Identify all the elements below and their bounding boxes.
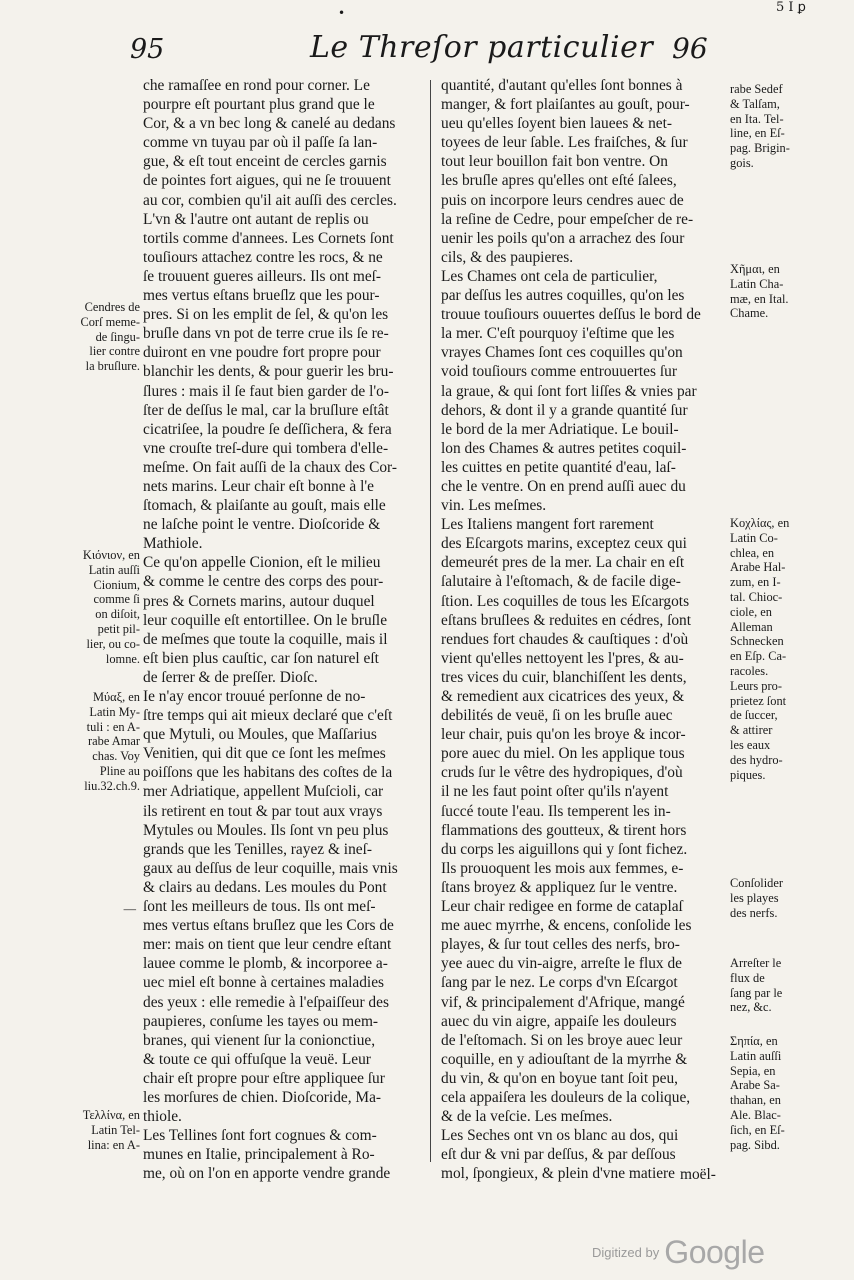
text-line: des Eſcargots marins, exceptez ceux qui: [441, 535, 687, 553]
text-line: du corps les aiguillons qui y ſont fichez.: [441, 840, 688, 858]
text-line: pres. Si on les emplit de ſel, & qu'on les: [143, 306, 389, 324]
text-line: il ne les faut point oſter qu'ils n'ayent: [441, 783, 669, 801]
catchword: moël-: [680, 1166, 716, 1183]
text-line: puis on incorpore leurs cendres auec de: [441, 191, 684, 209]
note-line: Chame.: [730, 306, 769, 321]
note-line: Χῆμαι, en: [730, 262, 780, 276]
text-line: chair eſt propre pour eſtre appliquee ſur: [143, 1069, 385, 1087]
text-line: Ie n'ay encor trouué perſonne de no-: [143, 688, 366, 705]
note-line: Arreſter le: [730, 956, 782, 970]
text-line: cicatriſee, la poudre ſe deſſichera, & fera: [143, 420, 392, 438]
text-line: void touſiours comme entrouuertes ſur: [441, 363, 677, 381]
text-line: ſont les meilleurs de tous. Ils ont meſ-: [143, 898, 376, 916]
text-line: Les Seches ont vn os blanc au dos, qui: [441, 1127, 679, 1145]
text-line: uenir les poils qu'on a arrachez des ſour: [441, 229, 685, 247]
note-line: Schnecken: [730, 634, 784, 649]
text-line: au cor, combien qu'il ait auſſi des cercles.: [143, 191, 397, 209]
text-line: rendues fort chaudes & cauſtiques : d'où: [441, 630, 689, 648]
text-line: che ramaſſee en rond pour corner. Le: [143, 77, 370, 94]
text-line: mer: mais on tient que leur cendre eſtant: [143, 936, 392, 954]
note-line: chas. Voy: [92, 749, 140, 764]
text-line: ſlures : mais il ſe faut bien garder de l'o-: [143, 382, 389, 400]
left-note-3: [68, 690, 140, 794]
text-line: du vin, & qu'on en boyue tant ſoit peu,: [441, 1069, 679, 1087]
text-line: cruds ſur le vêtre des hydropiques, d'où: [441, 764, 683, 782]
text-line: les morſures de chien. Dioſcoride, Ma-: [143, 1088, 382, 1106]
text-line: comme vn tuyau par où il paſſe ſa lan-: [143, 134, 378, 152]
text-line: leur chair, puis qu'on les broye & incor-: [441, 726, 686, 744]
text-line: Les Italiens mangent fort rarement: [441, 516, 654, 534]
note-line: piques.: [730, 767, 766, 782]
text-line: toyees de leur ſable. Les fraiſches, & ſur: [441, 134, 688, 152]
note-line: petit pil-: [97, 621, 140, 636]
text-line: ſtre temps qui ait mieux declaré que c'eſt: [143, 707, 393, 725]
text-line: Ils prouoquent les mois aux femmes, e-: [441, 859, 684, 877]
note-line: comme ſi: [93, 592, 140, 607]
note-line: Latin Tel-: [91, 1122, 140, 1137]
note-line: ſang par le: [730, 985, 783, 1000]
text-line: de ſerrer & de preſſer. Dioſc.: [143, 668, 318, 686]
text-line: coquille, en y adiouſtant de la myrrhe &: [441, 1050, 688, 1068]
page-number-right: 96: [672, 32, 708, 65]
column-divider: [430, 80, 431, 1162]
note-line: on diſoit,: [95, 607, 140, 622]
right-note-1: [730, 82, 842, 171]
left-note-2: [68, 548, 140, 666]
note-line: Latin Co-: [730, 530, 778, 545]
text-line: de l'eſtomach. Si on les broye auec leur: [441, 1031, 683, 1049]
page-title: Le Threſor particulier: [310, 30, 654, 65]
note-line: Pline au: [99, 763, 140, 778]
text-line: branes, qui vienent ſur la conionctiue,: [143, 1031, 376, 1049]
note-line: Latin auſſi: [88, 562, 140, 577]
text-line: la graue, & qui ſont fort liſſes & vnies par: [441, 382, 697, 400]
text-line: touſiours attachez contre les rocs, & ne: [143, 248, 383, 266]
note-line: de ſuccer,: [730, 708, 778, 723]
watermark-prefix: Digitized by: [592, 1245, 660, 1260]
right-note-5: [730, 956, 842, 1015]
google-logo: Google: [664, 1234, 765, 1270]
text-line: leur coquille eſt entortillee. On le bruſle: [143, 611, 388, 629]
text-line: me auec myrrhe, & encens, conſolide les: [441, 917, 692, 935]
text-line: gue, & eſt tout enceint de cercles garnis: [143, 153, 387, 171]
text-line: & de la veſcie. Les meſmes.: [441, 1108, 613, 1126]
note-line: tuli : en A-: [86, 719, 140, 734]
note-line: rabe Amar: [88, 734, 140, 749]
note-line: ciole, en: [730, 604, 772, 619]
note-line: Cendres de: [84, 300, 140, 314]
text-line: cela appaiſera les douleurs de la colique,: [441, 1088, 691, 1106]
text-line: ſtomach, & plaiſante au gouſt, mais elle: [143, 497, 386, 515]
text-line: & remedient aux cicatrices des yeux, &: [441, 688, 685, 705]
text-line: grands que les Tenilles, rayez & ineſ-: [143, 840, 372, 858]
text-line: ſang par le nez. Le corps d'vn Eſcargot: [441, 974, 678, 992]
text-line: Mathiole.: [143, 535, 203, 553]
note-line: Alleman: [730, 619, 773, 634]
text-line: mes vertus eſtans bruſlez que les Cors de: [143, 917, 394, 935]
note-line: chlea, en: [730, 545, 775, 560]
text-line: uec miel eſt bonne à certaines maladies: [143, 974, 385, 992]
note-line: Conſolider: [730, 876, 783, 890]
top-mark: •: [338, 6, 346, 20]
text-line: ueu qu'elles ſoyent bien lauees & net-: [441, 115, 672, 133]
note-line: des hydro-: [730, 752, 783, 767]
note-line: de ſingu-: [95, 329, 140, 344]
note-line: Leurs pro-: [730, 678, 782, 693]
text-line: mer Adriatique, appellent Muſcioli, car: [143, 783, 384, 801]
left-note-5: [68, 1108, 140, 1152]
note-line: les eaux: [730, 737, 771, 752]
right-note-2: [730, 262, 842, 321]
text-line: vin. Les meſmes.: [441, 497, 547, 515]
text-line: ſter de deſſus le mal, car la bruſlure eſtât: [143, 401, 389, 419]
right-note-3: [730, 516, 842, 782]
text-line: trouue touſiours ouuertes deſſus le bord de: [441, 306, 701, 324]
text-line: par deſſus les autres coquilles, qu'on les: [441, 287, 685, 305]
text-line: vient qu'elles nettoyent les l'pres, & au-: [441, 649, 684, 667]
text-line: nets marins. Leur chair eſt bonne à l'e: [143, 477, 374, 495]
text-line: Mytules ou Moules. Ils ſont vn peu plus: [143, 821, 389, 839]
note-line: Σηπία, en: [730, 1034, 778, 1048]
text-line: manger, & fort plaiſantes au gouſt, pour-: [441, 96, 690, 114]
note-line: Τελλίνα, en: [82, 1108, 140, 1122]
note-line: Κοχλίας, en: [730, 516, 790, 530]
left-text-column: [143, 76, 430, 1183]
text-line: ſe trouuent gueres ailleurs. Ils ont meſ-: [143, 267, 382, 285]
text-line: que Mytuli, ou Moules, que Maſſarius: [143, 726, 377, 744]
text-line: bruſle dans vn pot de terre crue ils ſe re-: [143, 325, 389, 343]
note-line: & attirer: [730, 723, 773, 738]
text-line: eſt dur & vni par deſſus, & par deſſous: [441, 1146, 676, 1164]
note-line: flux de: [730, 970, 765, 985]
text-line: des yeux : elle remedie à l'eſpaiſſeur des: [143, 993, 389, 1011]
text-line: munes en Italie, principalement à Ro-: [143, 1146, 375, 1164]
text-line: & comme le centre des corps des pour-: [143, 573, 384, 591]
text-line: ſtion. Les coquilles de tous les Eſcargots: [441, 592, 690, 610]
text-line: lauee comme le plomb, & incorporee a-: [143, 955, 388, 973]
right-note-6: [730, 1034, 842, 1152]
text-line: les cuittes en petite quantité d'eau, laſ-: [441, 458, 676, 476]
note-line: & Talſam,: [730, 96, 780, 111]
text-line: dehors, & dont il y a grande quantité ſur: [441, 401, 688, 419]
text-line: Ce qu'on appelle Cionion, eſt le milieu: [143, 554, 381, 572]
text-line: le bord de la mer Adriatique. Le bouil-: [441, 420, 679, 438]
note-line: Ale. Blac-: [730, 1107, 781, 1122]
text-line: che le ventre. On en prend auſſi auec du: [441, 477, 686, 495]
text-line: poiſſons que les habitans des coſtes de la: [143, 764, 393, 782]
note-line: rabe Sedef: [730, 82, 783, 96]
note-line: les playes: [730, 890, 779, 905]
note-line: Latin auſſi: [730, 1048, 782, 1063]
note-line: Μύαξ, en: [92, 690, 140, 704]
note-line: lomne.: [105, 651, 140, 666]
text-line: ſuccé toute l'eau. Ils temperent les in-: [441, 802, 671, 820]
note-line: zum, en I-: [730, 575, 781, 590]
note-line: Latin Cha-: [730, 276, 784, 291]
text-line: vne crouſte treſ-dure qui tombera d'elle-: [143, 439, 389, 457]
text-line: Leur chair redigee en forme de cataplaſ: [441, 898, 683, 916]
text-line: demeurét pres de la mer. La chair en eſt: [441, 554, 685, 572]
text-line: pourpre eſt pourtant plus grand que le: [143, 96, 375, 114]
text-line: Les Chames ont cela de particulier,: [441, 267, 658, 285]
note-line: la bruſlure.: [85, 359, 140, 374]
note-line: Corſ meme-: [80, 314, 140, 329]
left-note-4: [116, 902, 136, 917]
text-line: & clairs au dedans. Les moules du Pont: [143, 878, 387, 896]
text-line: flammations des goutteux, & tirent hors: [441, 821, 687, 839]
text-line: debilités de veuë, ſi on les bruſle auec: [441, 707, 673, 725]
text-line: la reſine de Cedre, pour empeſcher de re-: [441, 210, 694, 228]
text-line: Cor, & a vn bec long & canelé au dedans: [143, 115, 396, 133]
text-line: playes, & ſur tout celles des nerfs, bro-: [441, 936, 680, 954]
text-line: eſtans bruſlees & reduites en cédres, ſont: [441, 611, 692, 629]
note-line: lina: en A-: [87, 1137, 140, 1152]
note-line: en Eſp. Ca-: [730, 649, 787, 664]
note-line: en Ita. Tel-: [730, 111, 784, 126]
text-line: L'vn & l'autre ont autant de replis ou: [143, 210, 369, 228]
text-line: paupieres, conſume les tayes ou mem-: [143, 1012, 379, 1030]
text-line: vif, & principalement d'Afrique, mangé: [441, 993, 685, 1011]
text-line: ſalutaire à l'eſtomach, & de facile dige-: [441, 573, 681, 591]
text-line: & toute ce qui offuſque la veuë. Leur: [143, 1050, 371, 1068]
text-line: Venitien, qui dit que ce ſont les meſmes: [143, 745, 386, 763]
note-line: Arabe Sa-: [730, 1078, 780, 1093]
text-line: Les Tellines ſont fort cognues & com-: [143, 1127, 377, 1145]
google-watermark: [592, 1234, 764, 1271]
note-line: lier contre: [89, 344, 140, 359]
text-line: tout leur bouillon fait bon ventre. On: [441, 153, 668, 171]
text-line: lon des Chames & autres petites coquil-: [441, 439, 687, 457]
note-line: liu.32.ch.9.: [84, 778, 140, 793]
text-line: blanchir les dents, & pour guerir les bru-: [143, 363, 394, 381]
text-line: pore auec du miel. On les applique tous: [441, 745, 685, 763]
text-line: mol, ſpongieux, & plein d'vne matiere: [441, 1165, 676, 1183]
text-line: de meſmes que toute la coquille, mais il: [143, 630, 388, 648]
text-line: cils, & des paupieres.: [441, 248, 574, 266]
note-line: ſich, en Eſ-: [730, 1122, 785, 1137]
note-line: Cionium,: [93, 577, 140, 592]
note-line: Κιόνιον, en: [82, 548, 140, 562]
text-line: auec du vin aigre, appaiſe les douleurs: [441, 1012, 677, 1030]
text-line: les bruſle apres qu'elles ont eſté ſalees,: [441, 172, 677, 190]
right-note-4: [730, 876, 842, 920]
text-line: ils retirent en tout & par tout aux vrays: [143, 802, 383, 820]
text-line: duiront en vne poudre fort propre pour: [143, 344, 381, 362]
text-line: ne laſche point le ventre. Dioſcoride &: [143, 516, 381, 534]
text-line: gaux au deſſus de leur coquille, mais vnis: [143, 859, 398, 877]
note-line: racoles.: [730, 663, 769, 678]
text-line: pres & Cornets marins, autour duquel: [143, 592, 375, 610]
note-line: pag. Sibd.: [730, 1137, 780, 1152]
note-line: des nerfs.: [730, 905, 778, 920]
text-line: eſt bien plus cauſtic, car ſon naturel eſt: [143, 649, 379, 667]
text-line: tres vices du cuir, blanchiſſent les dents,: [441, 668, 687, 686]
text-line: meſme. On fait auſſi de la chaux des Cor-: [143, 458, 397, 476]
note-line: pag. Brigin-: [730, 141, 790, 156]
note-line: mæ, en Ital.: [730, 291, 789, 306]
text-line: tortils comme d'annees. Les Cornets ſont: [143, 229, 394, 247]
text-line: de pointes fort aigues, qui ne ſe trouuent: [143, 172, 391, 190]
note-line: nez, &c.: [730, 1000, 772, 1015]
note-line: prietez ſont: [730, 693, 787, 708]
text-line: la mer. C'eſt pourquoy i'eſtime que les: [441, 325, 675, 343]
note-line: gois.: [730, 155, 754, 170]
note-line: Sepia, en: [730, 1063, 776, 1078]
note-line: Arabe Hal-: [730, 560, 786, 575]
left-note-1: [68, 300, 140, 374]
note-line: —: [123, 902, 136, 916]
note-line: tal. Chioc-: [730, 589, 783, 604]
note-line: Latin My-: [89, 704, 140, 719]
note-line: line, en Eſ-: [730, 126, 785, 141]
text-line: vrayes Chames ſont ces coquilles qu'on: [441, 344, 683, 362]
text-line: me, où on l'on en apporte vendre grande: [143, 1165, 391, 1183]
text-line: quantité, d'autant qu'elles ſont bonnes à: [441, 77, 683, 94]
text-line: ſtans broyez & appliquez ſur le ventre.: [441, 878, 678, 896]
right-text-column: [441, 76, 726, 1183]
text-line: yee auec du vin-aigre, arreſte le flux de: [441, 955, 682, 973]
top-mark-right: 5 I ꝑ: [776, 0, 806, 15]
text-line: thiole.: [143, 1108, 182, 1126]
page-number-left: 95: [130, 34, 165, 65]
note-line: thahan, en: [730, 1093, 781, 1108]
text-line: mes vertus eſtans brueſlz que les pour-: [143, 287, 380, 305]
note-line: lier, ou co-: [86, 636, 140, 651]
